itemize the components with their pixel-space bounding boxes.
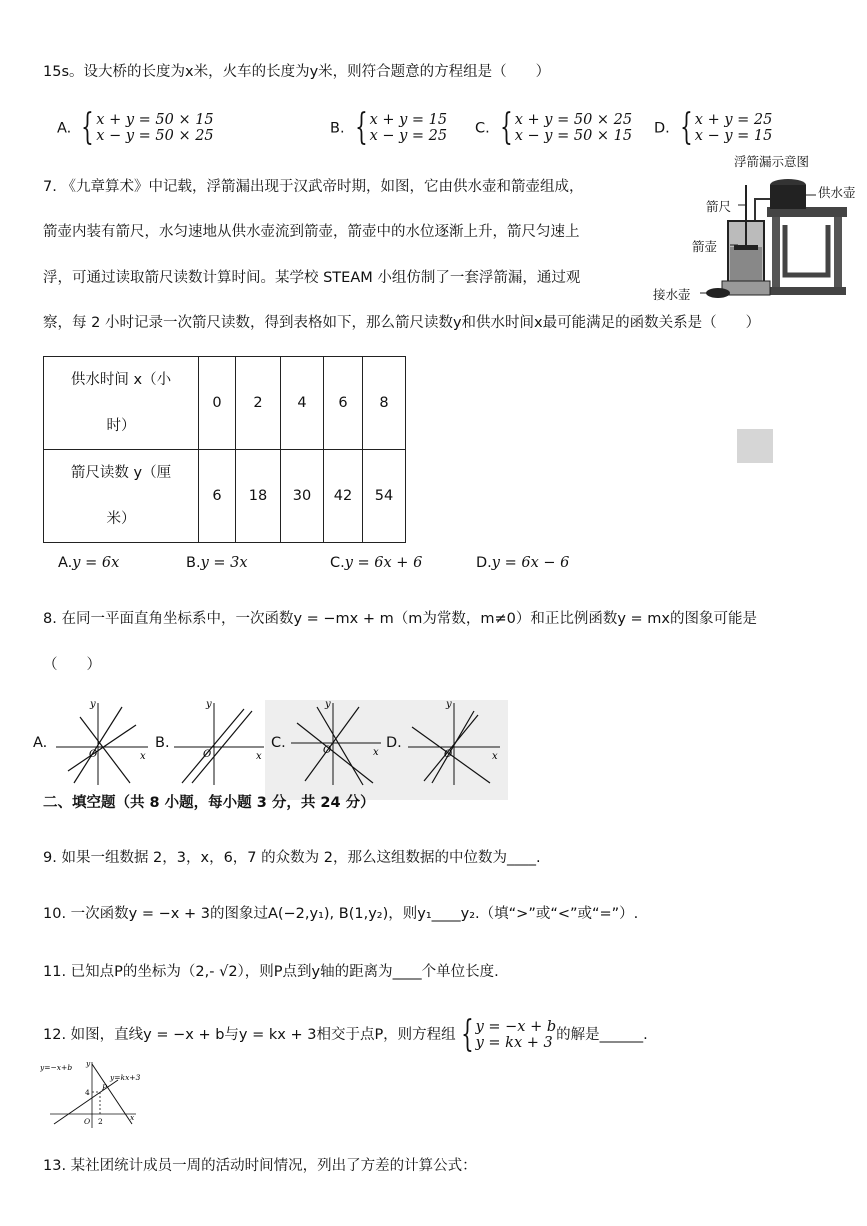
- brace-icon: {: [354, 107, 368, 148]
- q12-text: [43, 1014, 648, 1055]
- equation-1: x + y = 15: [369, 112, 448, 128]
- table-cell: 2: [236, 357, 281, 450]
- q6-option-b[interactable]: [330, 107, 448, 148]
- equation-1: x + y = 50 × 15: [96, 112, 214, 128]
- origin-label: O: [89, 749, 98, 760]
- table-header-cell: [44, 357, 199, 450]
- q7-option-b[interactable]: [186, 553, 248, 573]
- origin-label: O: [444, 749, 453, 760]
- figure-label-supply-pot: 供水壶: [818, 185, 856, 200]
- q8-graph-d[interactable]: [404, 697, 504, 789]
- q7-line-3: 浮，可通过读取箭尺读数计算时间。某学校 STEAM 小组仿制了一套浮箭漏，通过观: [43, 270, 581, 286]
- q8-graph-a[interactable]: [52, 697, 152, 789]
- equation-2: y = kx + 3: [475, 1035, 553, 1051]
- q7-option-d[interactable]: [476, 553, 569, 573]
- q7-line-1: 7. 《九章算术》中记载，浮箭漏出现于汉武帝时期，如图，它由供水壶和箭壶组成，: [43, 179, 584, 195]
- equation-2: x − y = 15: [694, 128, 773, 144]
- option-label: D.: [476, 555, 492, 571]
- q8-line-2: （ ）: [43, 657, 101, 673]
- equation-1: y = −x + b: [475, 1019, 557, 1035]
- axis-label-y: y: [206, 699, 212, 710]
- option-expression: y = 6x − 6: [491, 555, 570, 571]
- origin-label: O: [323, 745, 332, 756]
- q12-graph: [40, 1058, 150, 1130]
- point-p-label: P: [102, 1083, 108, 1092]
- table-cell: 8: [363, 357, 406, 450]
- q6-option-a[interactable]: [57, 107, 214, 148]
- figure-label-arrow-ruler: 箭尺: [706, 199, 732, 214]
- option-label: C.: [330, 555, 345, 571]
- equation-system: [76, 107, 214, 148]
- tick-label-4: 4: [85, 1088, 90, 1097]
- q11-text: 11. 已知点P的坐标为（2,- √2），则P点到y轴的距离为____个单位长度.: [43, 964, 499, 980]
- table-cell: 0: [199, 357, 236, 450]
- axis-label-y: y: [446, 699, 452, 710]
- header-line: 供水时间 x（小: [70, 372, 172, 388]
- equation-1: x + y = 50 × 25: [514, 112, 633, 128]
- option-label: C.: [475, 120, 490, 137]
- brace-icon: {: [460, 1014, 474, 1055]
- table-cell: 42: [324, 450, 363, 543]
- table-row: [44, 357, 406, 450]
- q6-option-d[interactable]: [654, 107, 773, 148]
- option-label: B.: [186, 555, 201, 571]
- header-line: 米）: [106, 511, 136, 527]
- q13-text: 13. 某社团统计成员一周的活动时间情况，列出了方差的计算公式：: [43, 1158, 477, 1174]
- equation-system: [495, 107, 633, 148]
- axis-label-x: x: [256, 751, 262, 762]
- q8-graph-c[interactable]: [287, 697, 385, 789]
- q6-option-c[interactable]: [475, 107, 633, 148]
- table-row: [44, 450, 406, 543]
- header-line: 箭尺读数 y（厘: [70, 465, 172, 481]
- brace-icon: {: [680, 107, 693, 148]
- option-label: D.: [654, 120, 670, 137]
- equation-system: [456, 1014, 557, 1055]
- origin-label: O: [203, 749, 212, 760]
- q7-data-table: [43, 356, 406, 543]
- axis-label-x: x: [130, 1113, 135, 1122]
- axis-label-x: x: [140, 751, 146, 762]
- q8-line-1: 8. 在同一平面直角坐标系中，一次函数y = −mx + m（m为常数，m≠0）和正比例函数y = mx的图象可能是: [43, 611, 758, 627]
- table-cell: 6: [324, 357, 363, 450]
- q10-text: 10. 一次函数y = −x + 3的图象过A(−2,y₁), B(1,y₂)，则y₁____y₂.（填“>”或“<”或“=”）.: [43, 906, 639, 922]
- option-label: B.: [330, 120, 345, 137]
- table-cell: 18: [236, 450, 281, 543]
- option-expression: y = 6x: [72, 555, 120, 571]
- q12-text-a: 12. 如图，直线y = −x + b与y = kx + 3相交于点P，则方程组: [43, 1027, 456, 1043]
- brace-icon: {: [81, 107, 95, 148]
- table-header-cell: [44, 450, 199, 543]
- axis-label-x: x: [373, 747, 379, 758]
- equation-2: x − y = 50 × 25: [96, 128, 214, 144]
- axis-label-y: y: [325, 699, 331, 710]
- table-cell: 54: [363, 450, 406, 543]
- q8-option-b-label: B.: [155, 735, 170, 751]
- axis-label-y: y: [90, 699, 96, 710]
- q12-text-b: 的解是______.: [556, 1027, 648, 1043]
- q8-option-a-label: A.: [33, 735, 48, 751]
- equation-system: [350, 107, 448, 148]
- equation-system: [675, 107, 773, 148]
- axis-label-x: x: [492, 751, 498, 762]
- brace-icon: {: [499, 107, 513, 148]
- figure-label-catch-pot: 接水壶: [653, 287, 691, 302]
- table-cell: 6: [199, 450, 236, 543]
- q8-option-c-label: C.: [271, 735, 286, 751]
- scan-artifact-box: [737, 429, 773, 463]
- q9-text: 9. 如果一组数据 2，3，x，6，7 的众数为 2，那么这组数据的中位数为____.: [43, 850, 541, 866]
- table-cell: 30: [281, 450, 324, 543]
- figure-label-arrow-pot: 箭壶: [692, 239, 718, 254]
- section-heading: 二、填空题（共 8 小题，每小题 3 分，共 24 分）: [43, 795, 375, 811]
- header-line: 时）: [106, 418, 136, 434]
- q8-graph-b[interactable]: [170, 697, 268, 789]
- table-cell: 4: [281, 357, 324, 450]
- origin-label: O: [84, 1117, 91, 1126]
- tick-label-2: 2: [98, 1117, 103, 1126]
- q7-line-4: 察，每 2 小时记录一次箭尺读数，得到表格如下，那么箭尺读数y和供水时间x最可能满足的函数关系是（ ）: [43, 315, 761, 331]
- option-expression: y = 3x: [200, 555, 248, 571]
- q7-line-2: 箭壶内装有箭尺，水匀速地从供水壶流到箭壶，箭壶中的水位逐渐上升，箭尺匀速上: [43, 224, 580, 240]
- option-label: A.: [57, 120, 72, 137]
- option-label: A.: [58, 555, 73, 571]
- figure-title: 浮箭漏示意图: [734, 154, 810, 169]
- q7-option-c[interactable]: [330, 553, 422, 573]
- equation-2: x − y = 25: [369, 128, 448, 144]
- line-label-1: y=−x+b: [40, 1063, 73, 1072]
- q8-option-d-label: D.: [386, 735, 402, 751]
- q6-tail-text: 15s。设大桥的长度为x米，火车的长度为y米，则符合题意的方程组是（ ）: [43, 64, 551, 80]
- equation-2: x − y = 50 × 15: [514, 128, 633, 144]
- line-label-2: y=kx+3: [110, 1073, 141, 1082]
- axis-label-y: y: [86, 1059, 91, 1068]
- equation-1: x + y = 25: [694, 112, 773, 128]
- q7-option-a[interactable]: [58, 553, 119, 573]
- option-expression: y = 6x + 6: [344, 555, 423, 571]
